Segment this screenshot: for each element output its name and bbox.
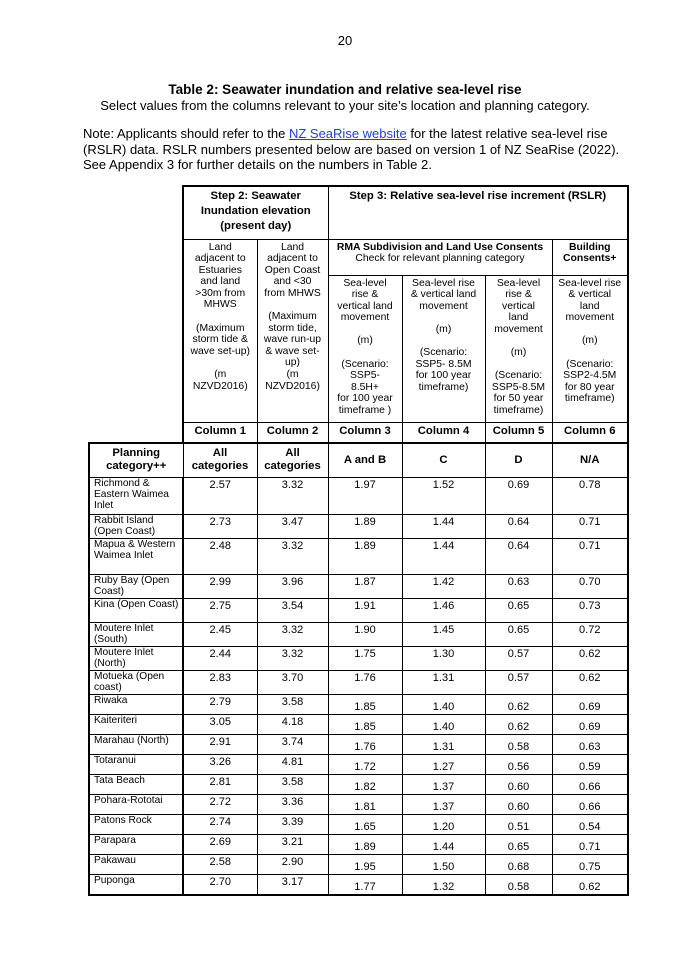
value-cell: 0.65 bbox=[485, 598, 552, 622]
location-name: Patons Rock bbox=[89, 814, 183, 834]
column-number-label: Column 3 bbox=[328, 422, 402, 443]
note-text-before-link: Note: Applicants should refer to the bbox=[83, 126, 289, 141]
value-cell: 1.72 bbox=[328, 754, 402, 774]
value-cell: 2.58 bbox=[183, 854, 257, 874]
planning-category-value: C bbox=[402, 443, 485, 477]
value-cell: 3.26 bbox=[183, 754, 257, 774]
value-cell: 1.90 bbox=[328, 622, 402, 646]
description-line: for 80 year bbox=[564, 381, 615, 393]
value-cell: 2.74 bbox=[183, 814, 257, 834]
table-row bbox=[89, 694, 628, 714]
value-cell: 1.81 bbox=[328, 794, 402, 814]
column5-description bbox=[485, 275, 552, 422]
description-line: >30m from bbox=[195, 287, 246, 299]
value-cell: 1.50 bbox=[402, 854, 485, 874]
description-line bbox=[403, 335, 485, 347]
value-cell: 1.82 bbox=[328, 774, 402, 794]
value-cell: 2.73 bbox=[183, 514, 257, 538]
description-line: timeframe ) bbox=[338, 405, 392, 417]
description-line: storm tide, bbox=[268, 322, 317, 334]
description-line: land bbox=[508, 312, 529, 324]
description-line: Sea-level rise bbox=[558, 277, 622, 289]
description-line: movement bbox=[565, 312, 614, 324]
description-line: up) bbox=[284, 357, 301, 369]
value-cell: 2.69 bbox=[183, 834, 257, 854]
description-line: rise & bbox=[351, 289, 379, 301]
value-cell: 3.21 bbox=[257, 834, 328, 854]
table-row bbox=[89, 514, 628, 538]
value-cell: 0.58 bbox=[485, 734, 552, 754]
description-line: Land bbox=[208, 241, 232, 253]
value-cell: 2.81 bbox=[183, 774, 257, 794]
description-line: & vertical bbox=[568, 289, 612, 301]
value-cell: 0.71 bbox=[552, 834, 628, 854]
value-cell: 1.87 bbox=[328, 574, 402, 598]
value-cell: 3.32 bbox=[257, 538, 328, 574]
value-cell: 4.81 bbox=[257, 754, 328, 774]
description-line: (Scenario: bbox=[566, 358, 614, 370]
description-line: (m) bbox=[357, 335, 373, 347]
value-cell: 3.32 bbox=[257, 477, 328, 514]
description-line: Open Coast bbox=[264, 264, 321, 276]
description-line: and land bbox=[200, 276, 241, 288]
nz-searise-link[interactable]: NZ SeaRise website bbox=[288, 126, 407, 141]
location-name: Kina (Open Coast) bbox=[89, 598, 183, 622]
value-cell: 0.54 bbox=[552, 814, 628, 834]
value-cell: 1.76 bbox=[328, 670, 402, 694]
value-cell: 0.62 bbox=[485, 694, 552, 714]
value-cell: 1.75 bbox=[328, 646, 402, 670]
value-cell: 2.83 bbox=[183, 670, 257, 694]
description-line: 8.5H+ bbox=[350, 381, 380, 393]
table-row bbox=[89, 774, 628, 794]
description-line: vertical bbox=[502, 300, 535, 312]
table-row bbox=[89, 538, 628, 574]
value-cell: 1.42 bbox=[402, 574, 485, 598]
description-line: SSP5- 8.5M bbox=[415, 358, 472, 370]
value-cell: 1.37 bbox=[402, 774, 485, 794]
table-row bbox=[89, 814, 628, 834]
value-cell: 0.69 bbox=[552, 714, 628, 734]
table-row bbox=[89, 874, 628, 895]
description-line: SSP5- bbox=[349, 370, 381, 382]
value-cell: 1.37 bbox=[402, 794, 485, 814]
value-cell: 3.96 bbox=[257, 574, 328, 598]
value-cell: 0.78 bbox=[552, 477, 628, 514]
description-line: for 100 year bbox=[337, 393, 393, 405]
description-line bbox=[184, 311, 257, 323]
location-name: Tata Beach bbox=[89, 774, 183, 794]
step3-header: Step 3: Relative sea-level rise increment (RSLR) bbox=[328, 186, 628, 239]
value-cell: 2.45 bbox=[183, 622, 257, 646]
description-line: wave run-up bbox=[263, 334, 322, 346]
value-cell: 0.71 bbox=[552, 514, 628, 538]
description-line: NZVD2016) bbox=[192, 380, 248, 392]
description-line bbox=[486, 359, 552, 371]
planning-category-label: Planning category++ bbox=[89, 443, 183, 477]
value-cell: 3.54 bbox=[257, 598, 328, 622]
description-line: (m bbox=[214, 369, 227, 381]
value-cell: 0.56 bbox=[485, 754, 552, 774]
location-name: Ruby Bay (Open Coast) bbox=[89, 574, 183, 598]
value-cell: 1.46 bbox=[402, 598, 485, 622]
column-number-label: Column 6 bbox=[552, 422, 628, 443]
value-cell: 1.97 bbox=[328, 477, 402, 514]
description-line: and <30 bbox=[273, 276, 312, 288]
value-cell: 3.39 bbox=[257, 814, 328, 834]
description-line: MHWS bbox=[203, 299, 237, 311]
value-cell: 3.74 bbox=[257, 734, 328, 754]
value-cell: 0.75 bbox=[552, 854, 628, 874]
value-cell: 0.60 bbox=[485, 774, 552, 794]
note-text-after-link: for the latest relative sea-level rise (RSLR) data. RSLR numbers presented below are based on version 1 of NZ SeaRise (2022). See Appendix 3 for further details on the numbers in Table 2. bbox=[83, 126, 620, 172]
column-number-label: Column 5 bbox=[485, 422, 552, 443]
description-line: (m) bbox=[510, 347, 527, 359]
description-line: movement bbox=[419, 300, 468, 312]
value-cell: 1.30 bbox=[402, 646, 485, 670]
value-cell: 0.68 bbox=[485, 854, 552, 874]
description-line bbox=[553, 347, 628, 359]
planning-category-value: All categories bbox=[183, 443, 257, 477]
value-cell: 0.51 bbox=[485, 814, 552, 834]
planning-category-value: N/A bbox=[552, 443, 628, 477]
location-name: Kaiteriteri bbox=[89, 714, 183, 734]
value-cell: 1.44 bbox=[402, 538, 485, 574]
description-line: (Scenario: bbox=[494, 370, 543, 382]
description-line bbox=[329, 324, 402, 336]
description-line: Sea-level rise bbox=[412, 277, 475, 289]
description-line bbox=[329, 347, 402, 359]
table-row bbox=[89, 794, 628, 814]
description-line: storm tide & bbox=[192, 334, 248, 346]
table-subtitle: Select values from the columns relevant to your site’s location and planning category. bbox=[100, 98, 590, 113]
table-row bbox=[89, 854, 628, 874]
value-cell: 1.76 bbox=[328, 734, 402, 754]
value-cell: 1.89 bbox=[328, 538, 402, 574]
description-line: NZVD2016) bbox=[265, 380, 320, 392]
value-cell: 0.69 bbox=[485, 477, 552, 514]
step2-header: Step 2: Seawater Inundation elevation (present day) bbox=[183, 186, 328, 239]
description-line: SSP2-4.5M bbox=[563, 370, 617, 382]
value-cell: 0.65 bbox=[485, 622, 552, 646]
value-cell: 0.70 bbox=[552, 574, 628, 598]
planning-category-value: D bbox=[485, 443, 552, 477]
value-cell: 1.20 bbox=[402, 814, 485, 834]
value-cell: 1.95 bbox=[328, 854, 402, 874]
table-title: Table 2: Seawater inundation and relative sea-level rise bbox=[168, 82, 522, 97]
value-cell: 2.48 bbox=[183, 538, 257, 574]
value-cell: 0.58 bbox=[485, 874, 552, 895]
value-cell: 0.65 bbox=[485, 834, 552, 854]
value-cell: 2.44 bbox=[183, 646, 257, 670]
location-name: Puponga bbox=[89, 874, 183, 895]
value-cell: 2.75 bbox=[183, 598, 257, 622]
location-name: Rabbit Island (Open Coast) bbox=[89, 514, 183, 538]
description-line: & vertical land bbox=[410, 289, 477, 301]
value-cell: 0.62 bbox=[552, 670, 628, 694]
description-line: movement bbox=[494, 323, 543, 335]
location-name: Riwaka bbox=[89, 694, 183, 714]
value-cell: 1.89 bbox=[328, 834, 402, 854]
location-name: Pakawau bbox=[89, 854, 183, 874]
page-number: 20 bbox=[337, 33, 353, 48]
location-name: Moutere Inlet (South) bbox=[89, 622, 183, 646]
value-cell: 0.59 bbox=[552, 754, 628, 774]
description-line: rise & bbox=[505, 289, 532, 301]
value-cell: 3.32 bbox=[257, 646, 328, 670]
description-line: & wave set- bbox=[265, 345, 320, 357]
table-row bbox=[89, 574, 628, 598]
column-number-label: Column 2 bbox=[257, 422, 328, 443]
planning-category-value: All categories bbox=[257, 443, 328, 477]
value-cell: 0.69 bbox=[552, 694, 628, 714]
location-name: Parapara bbox=[89, 834, 183, 854]
value-cell: 0.62 bbox=[552, 646, 628, 670]
value-cell: 1.85 bbox=[328, 714, 402, 734]
table-row bbox=[89, 834, 628, 854]
description-line: SSP5-8.5M bbox=[491, 381, 546, 393]
value-cell: 1.40 bbox=[402, 714, 485, 734]
value-cell: 1.32 bbox=[402, 874, 485, 895]
table-row bbox=[89, 646, 628, 670]
description-line: (m) bbox=[435, 323, 452, 335]
column3-description bbox=[328, 275, 402, 422]
value-cell: 0.72 bbox=[552, 622, 628, 646]
description-line: adjacent to bbox=[194, 253, 246, 265]
seawater-table bbox=[88, 185, 629, 896]
column-number-label: Column 1 bbox=[183, 422, 257, 443]
description-line: for 100 year bbox=[415, 370, 472, 382]
value-cell: 0.66 bbox=[552, 794, 628, 814]
value-cell: 2.91 bbox=[183, 734, 257, 754]
description-line: Estuaries bbox=[198, 264, 242, 276]
value-cell: 0.57 bbox=[485, 646, 552, 670]
value-cell: 0.63 bbox=[552, 734, 628, 754]
value-cell: 3.32 bbox=[257, 622, 328, 646]
column-number-label: Column 4 bbox=[402, 422, 485, 443]
value-cell: 0.73 bbox=[552, 598, 628, 622]
location-name: Moutere Inlet (North) bbox=[89, 646, 183, 670]
table-row bbox=[89, 714, 628, 734]
description-line: timeframe) bbox=[564, 393, 615, 405]
value-cell: 3.36 bbox=[257, 794, 328, 814]
value-cell: 1.44 bbox=[402, 834, 485, 854]
value-cell: 2.90 bbox=[257, 854, 328, 874]
value-cell: 1.45 bbox=[402, 622, 485, 646]
table-row bbox=[89, 477, 628, 514]
location-name: Marahau (North) bbox=[89, 734, 183, 754]
note-paragraph bbox=[83, 126, 643, 173]
column2-description bbox=[257, 239, 328, 422]
column4-description bbox=[402, 275, 485, 422]
value-cell: 0.66 bbox=[552, 774, 628, 794]
description-line: adjacent to bbox=[267, 253, 318, 265]
value-cell: 2.79 bbox=[183, 694, 257, 714]
column1-description bbox=[183, 239, 257, 422]
value-cell: 1.77 bbox=[328, 874, 402, 895]
description-line: Land bbox=[280, 241, 305, 253]
description-line: (Scenario: bbox=[419, 347, 468, 359]
description-line bbox=[486, 335, 552, 347]
value-cell: 1.31 bbox=[402, 734, 485, 754]
rma-subheader: Check for relevant planning category bbox=[355, 253, 525, 265]
value-cell: 3.70 bbox=[257, 670, 328, 694]
description-line: timeframe) bbox=[418, 381, 469, 393]
value-cell: 1.44 bbox=[402, 514, 485, 538]
building-consents-header: Building Consents+ bbox=[552, 239, 628, 275]
table-row bbox=[89, 622, 628, 646]
value-cell: 1.27 bbox=[402, 754, 485, 774]
description-line: timeframe) bbox=[493, 405, 544, 417]
description-line: from MHWS bbox=[264, 287, 321, 299]
value-cell: 1.85 bbox=[328, 694, 402, 714]
description-line: (m bbox=[286, 369, 299, 381]
table-row bbox=[89, 754, 628, 774]
value-cell: 0.62 bbox=[485, 714, 552, 734]
description-line: vertical land bbox=[337, 300, 393, 312]
value-cell: 1.40 bbox=[402, 694, 485, 714]
description-line bbox=[184, 357, 257, 369]
rma-header-cell bbox=[328, 239, 552, 275]
table-row bbox=[89, 670, 628, 694]
description-line: for 50 year bbox=[493, 393, 544, 405]
description-line: wave set-up) bbox=[190, 345, 250, 357]
table-row bbox=[89, 734, 628, 754]
value-cell: 0.64 bbox=[485, 538, 552, 574]
location-name: Richmond & Eastern Waimea Inlet bbox=[89, 477, 183, 514]
location-name: Mapua & Western Waimea Inlet bbox=[89, 538, 183, 574]
location-name: Totaranui bbox=[89, 754, 183, 774]
description-line bbox=[553, 324, 628, 336]
value-cell: 2.99 bbox=[183, 574, 257, 598]
value-cell: 3.17 bbox=[257, 874, 328, 895]
value-cell: 3.58 bbox=[257, 694, 328, 714]
value-cell: 0.62 bbox=[552, 874, 628, 895]
description-line bbox=[258, 299, 328, 311]
description-line bbox=[403, 312, 485, 324]
column6-description bbox=[552, 275, 628, 422]
description-line: Sea-level bbox=[496, 277, 541, 289]
value-cell: 0.63 bbox=[485, 574, 552, 598]
description-line: Sea-level bbox=[343, 277, 387, 289]
value-cell: 3.05 bbox=[183, 714, 257, 734]
value-cell: 1.31 bbox=[402, 670, 485, 694]
value-cell: 3.58 bbox=[257, 774, 328, 794]
value-cell: 1.91 bbox=[328, 598, 402, 622]
value-cell: 1.65 bbox=[328, 814, 402, 834]
description-line: movement bbox=[340, 312, 390, 324]
value-cell: 2.57 bbox=[183, 477, 257, 514]
value-cell: 2.72 bbox=[183, 794, 257, 814]
value-cell: 0.64 bbox=[485, 514, 552, 538]
description-line: (Maximum bbox=[268, 311, 317, 323]
rma-header: RMA Subdivision and Land Use Consents bbox=[336, 241, 544, 253]
value-cell: 0.60 bbox=[485, 794, 552, 814]
value-cell: 3.47 bbox=[257, 514, 328, 538]
description-line: (m) bbox=[581, 335, 598, 347]
description-line: (Maximum bbox=[196, 322, 245, 334]
value-cell: 2.70 bbox=[183, 874, 257, 895]
description-line: land bbox=[579, 300, 600, 312]
location-name: Pohara-Rototai bbox=[89, 794, 183, 814]
description-line: (Scenario: bbox=[341, 358, 389, 370]
value-cell: 0.57 bbox=[485, 670, 552, 694]
value-cell: 1.89 bbox=[328, 514, 402, 538]
value-cell: 0.71 bbox=[552, 538, 628, 574]
value-cell: 4.18 bbox=[257, 714, 328, 734]
planning-category-value: A and B bbox=[328, 443, 402, 477]
table-row bbox=[89, 598, 628, 622]
location-name: Motueka (Open coast) bbox=[89, 670, 183, 694]
value-cell: 1.52 bbox=[402, 477, 485, 514]
